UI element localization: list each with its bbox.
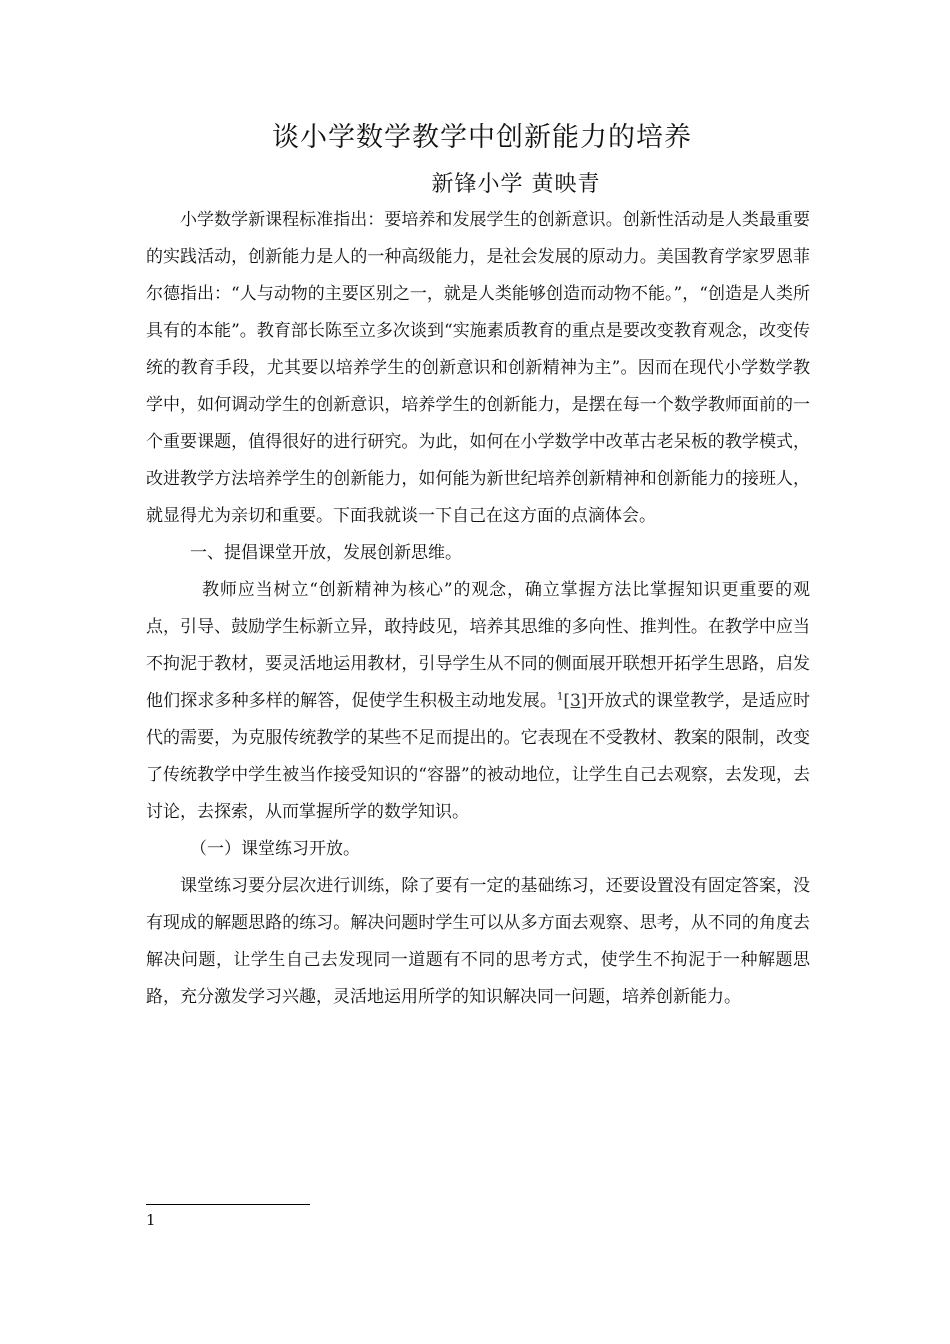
intro-paragraph: 小学数学新课程标准指出：要培养和发展学生的创新意识。创新性活动是人类最重要的实践活动，创新能力是人的一种高级能力，是社会发展的原动力。美国教育学家罗恩菲尔德指出：“人与动物的主要区别之一，就是人类能够创造而动物不能。”，“创造是人类所具有的本能”。教育部长陈至立多次谈到“实施素质教育的重点是要改变教育观念，改变传统的教育手段，尤其要以培养学生的创新意识和创新精神为主”。因而在现代小学数学教学中，如何调动学生的创新意识，培养学生的创新能力，是摆在每一个数学教师面前的一个重要课题，值得很好的进行研究。为此，如何在小学数学中改革古老呆板的教学模式，改进教学方法培养学生的创新能力，如何能为新世纪培养创新精神和创新能力的接班人，就显得尤为亲切和重要。下面我就谈一下自己在这方面的点滴体会。 — [146, 210, 810, 526]
section-paragraph-text-a: 教师应当树立“创新精神为核心”的观念，确立掌握方法比掌握知识更重要的观点，引导、鼓励学生标新立异，敢持歧见，培养其思维的多向性、推判性。在教学中应当不拘泥于教材，要灵活地运用教材，引导学生从不同的侧面展开联想开拓学生思路，启发他们探求多种多样的解答，促使学生积极主动地发展。 — [146, 580, 810, 711]
section-heading: 一、提倡课堂开放，发展创新思维。 — [190, 543, 462, 563]
citation-link[interactable]: [3] — [563, 691, 588, 711]
document-body — [146, 118, 810, 1016]
subsection-paragraph: 课堂练习要分层次进行训练，除了要有一定的基础练习，还要设置没有固定答案，没有现成的解题思路的练习。解决问题时学生可以从多方面去观察、思考，从不同的角度去解决问题，让学生自己去发现同一道题有不同的思考方式，使学生不拘泥于一种解题思路，充分激发学习兴趣，灵活地运用所学的知识解决同一问题，培养创新能力。 — [146, 876, 810, 1007]
footnote-number: 1 — [146, 1211, 156, 1229]
footnote-separator — [146, 1204, 310, 1205]
section-paragraph — [146, 572, 810, 831]
subsection-heading: （一）课堂练习开放。 — [190, 839, 360, 859]
section-paragraph-text-b: 开放式的课堂教学，是适应时代的需要，为克服传统教学的某些不足而提出的。它表现在不受教材、教案的限制，改变了传统教学中学生被当作接受知识的“容器”的被动地位，让学生自己去观察，去发现，去讨论，去探索，从而掌握所学的数学知识。 — [146, 691, 811, 822]
footnote-reference[interactable]: 1 — [556, 691, 564, 703]
document-title: 谈小学数学教学中创新能力的培养 — [272, 122, 692, 153]
document-author: 新锋小学 黄映青 — [431, 172, 601, 197]
